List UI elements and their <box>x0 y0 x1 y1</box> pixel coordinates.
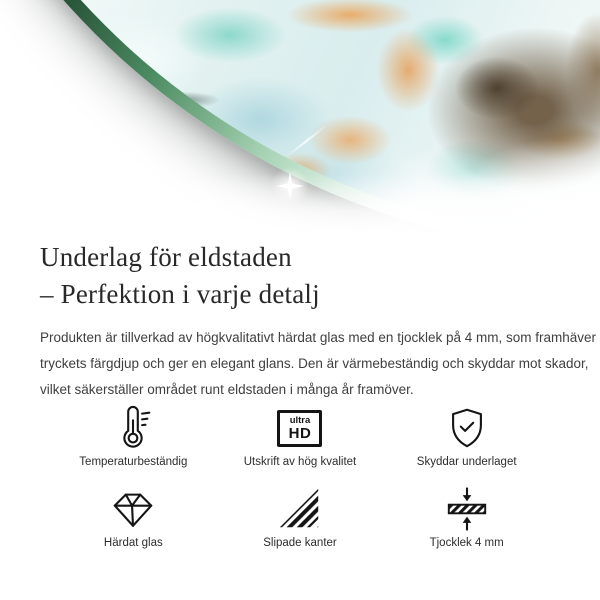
feature-protection <box>383 405 550 468</box>
feature-label: Slipade kanter <box>263 537 337 549</box>
beveled-edges-icon <box>277 486 323 532</box>
page-title-line2: – Perfektion i varje detalj <box>40 279 320 309</box>
feature-label: Skyddar underlaget <box>416 456 517 468</box>
page-title <box>40 239 560 313</box>
sparkle-icon <box>268 164 312 208</box>
product-image <box>0 0 600 235</box>
feature-label: Temperaturbeständig <box>79 456 188 468</box>
shield-check-icon <box>444 405 490 451</box>
diamond-icon <box>110 486 156 532</box>
ultra-hd-icon: ultra HD <box>277 405 322 451</box>
thickness-icon <box>444 486 490 532</box>
feature-grid <box>40 405 560 549</box>
feature-label: Härdat glas <box>103 537 163 549</box>
product-description: Produkten är tillverkad av högkvalitativt härdat glas med en tjocklek på 4 mm, som framhäver tryckets färgdjup och ger en elegant glans. Den är värmebeständig och skyddar mot skador, vilket säkerställer området runt eldstaden i många år framöver. <box>40 330 596 397</box>
feature-print-quality <box>217 405 384 468</box>
feature-tempered-glass <box>50 486 217 549</box>
page-title-line1: Underlag för eldstaden <box>40 242 292 272</box>
feature-polished-edges <box>217 486 384 549</box>
thermometer-icon <box>110 405 156 451</box>
feature-label: Tjocklek 4 mm <box>429 537 504 549</box>
feature-temperature <box>50 405 217 468</box>
feature-label: Utskrift av hög kvalitet <box>243 456 357 468</box>
feature-thickness <box>383 486 550 549</box>
